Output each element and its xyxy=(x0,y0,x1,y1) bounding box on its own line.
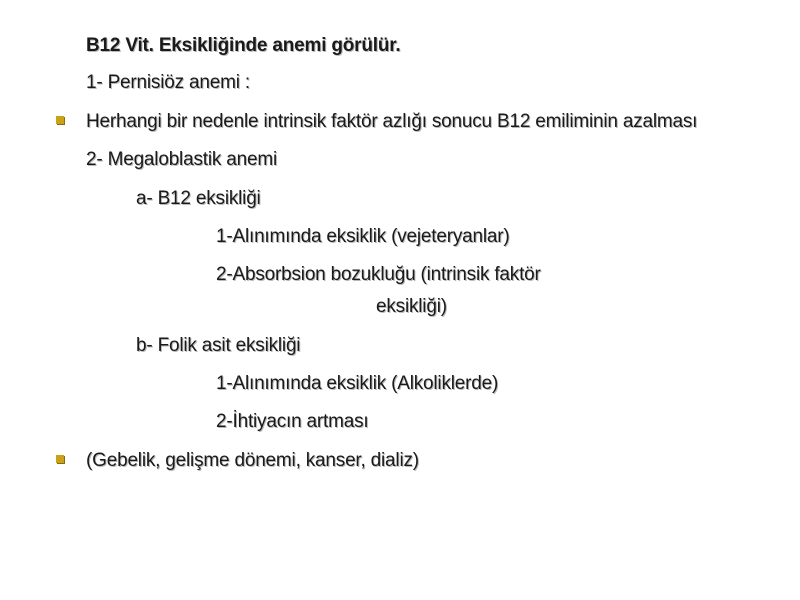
slide-title: B12 Vit. Eksikliğinde anemi görülür. xyxy=(86,35,401,56)
line-absorbsion-bozuklugu: 2-Absorbsion bozukluğu (intrinsik faktör xyxy=(216,264,541,285)
line-folik-asit: b- Folik asit eksikliği xyxy=(136,335,301,356)
line-gebelik: (Gebelik, gelişme dönemi, kanser, dializ) xyxy=(86,450,419,471)
square-bullet-icon xyxy=(56,455,64,463)
line-alinim-vejeteryan: 1-Alınımında eksiklik (vejeteryanlar) xyxy=(216,226,510,247)
line-alinim-alkolik: 1-Alınımında eksiklik (Alkoliklerde) xyxy=(216,373,499,394)
line-eksikligi-cont: eksikliği) xyxy=(376,296,447,317)
square-bullet-icon xyxy=(56,116,64,124)
line-b12-eksikligi: a- B12 eksikliği xyxy=(136,188,261,209)
line-ihtiyac-artmasi: 2-İhtiyacın artması xyxy=(216,411,369,432)
line-megaloblastik-anemi: 2- Megaloblastik anemi xyxy=(86,149,277,170)
line-intrinsik-faktor: Herhangi bir nedenle intrinsik faktör azlığı sonucu B12 emiliminin azalması xyxy=(86,111,698,132)
line-pernisioz-anemi: 1- Pernisiöz anemi : xyxy=(86,72,250,93)
